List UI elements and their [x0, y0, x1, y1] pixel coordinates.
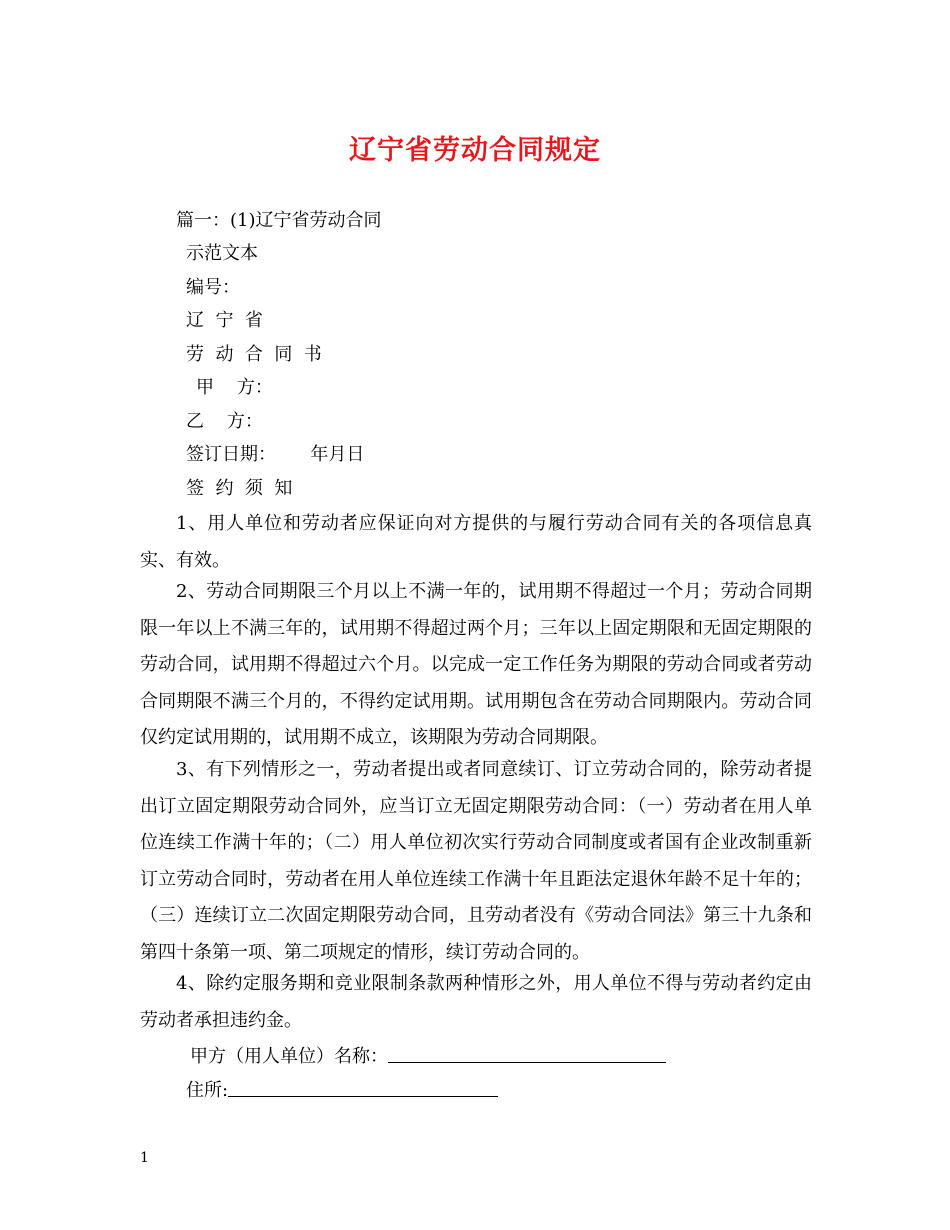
sign-date-label: 签订日期： 年月日: [186, 444, 365, 465]
document-title: 辽宁省劳动合同规定: [349, 135, 601, 166]
province-label: 辽 宁 省: [186, 310, 263, 331]
address-blank: [228, 1080, 498, 1097]
notice-paragraph-4: 4、除约定服务期和竞业限制条款两种情形之外，用人单位不得与劳动者约定由劳动者承担违约金。: [140, 973, 812, 1031]
employer-name-field: [190, 1046, 666, 1068]
employer-name-label: 甲方（用人单位）名称：: [190, 1046, 388, 1067]
notice-paragraph-2: 2、劳动合同期限三个月以上不满一年的，试用期不得超过一个月；劳动合同期限一年以上不满三年的，试用期不得超过两个月；三年以上固定期限和无固定期限的劳动合同，试用期不得超过六个月。以完成一定工作任务为期限的劳动合同或者劳动合同期限不满三个月的，不得约定试用期。试用期包含在劳动合同期限内。劳动合同仅约定试用期的，试用期不成立，该期限为劳动合同期限。: [140, 581, 812, 748]
page-number: 1: [140, 1150, 149, 1166]
serial-number-label: 编号：: [186, 277, 240, 298]
section-heading: 篇一：(1)辽宁省劳动合同: [176, 210, 382, 231]
party-a-label: 甲 方：: [196, 377, 273, 398]
contract-book-label: 劳 动 合 同 书: [186, 344, 322, 365]
address-label: 住所:: [186, 1080, 229, 1101]
signing-notice-heading: 签 约 须 知: [186, 478, 293, 499]
address-field: [186, 1080, 498, 1102]
sample-text-label: 示范文本: [186, 243, 258, 264]
notice-paragraph-3: 3、有下列情形之一，劳动者提出或者同意续订、订立劳动合同的，除劳动者提出订立固定期限劳动合同外，应当订立无固定期限劳动合同：（一）劳动者在用人单位连续工作满十年的；（二）用人单位初次实行劳动合同制度或者国有企业改制重新订立劳动合同时，劳动者在用人单位连续工作满十年且距法定退休年龄不足十年的；（三）连续订立二次固定期限劳动合同，且劳动者没有《劳动合同法》第三十九条和第四十条第一项、第二项规定的情形，续订劳动合同的。: [140, 759, 812, 963]
notice-paragraph-1: 1、用人单位和劳动者应保证向对方提供的与履行劳动合同有关的各项信息真实、有效。: [140, 513, 812, 571]
employer-name-blank: [388, 1046, 666, 1063]
party-b-label: 乙 方：: [186, 411, 263, 432]
